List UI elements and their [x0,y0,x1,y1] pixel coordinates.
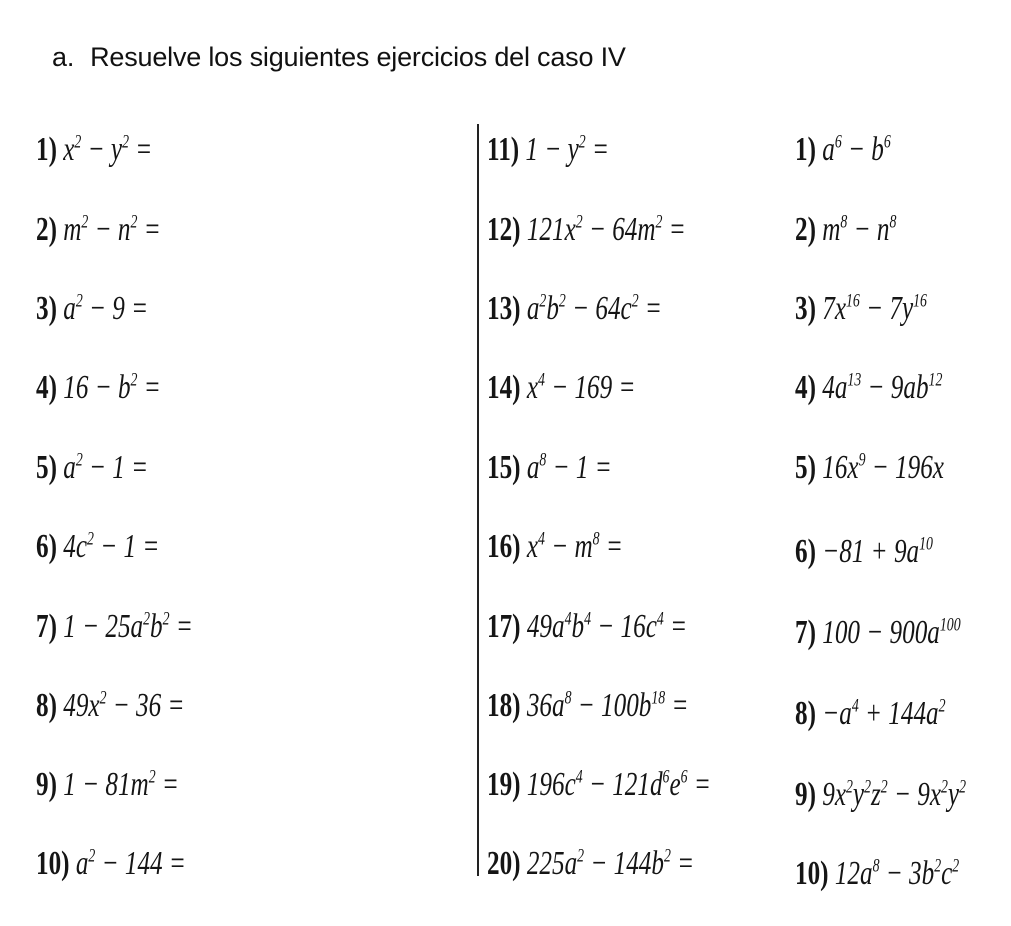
exercise-item [36,289,148,329]
exponent: 2 [87,528,94,550]
exponent: 4 [538,528,545,550]
exercise-number: 12) [487,211,521,248]
expression-term: = [137,369,161,406]
expression-term: − 9ab [861,369,929,406]
expression-term: = [670,845,695,882]
exponent: 2 [952,855,960,877]
expression-term: − y [81,131,123,168]
exercise-expression [527,766,711,803]
expression-term: −81 + 9a [822,533,920,570]
exponent: 2 [99,687,107,709]
expression-term: 49x [63,687,100,724]
expression-term: x [63,131,75,168]
expression-term: 16 − b [63,369,131,406]
expression-term: − 169 = [544,369,636,406]
exponent: 2 [88,845,96,867]
exercise-item [36,368,161,408]
exponent: 2 [880,776,888,798]
exercise-number: 16) [487,528,521,565]
exercise-number: 2) [795,211,816,248]
expression-term: 7x [822,290,847,327]
exponent: 8 [592,528,600,550]
exercise-expression [525,131,609,168]
exercise-expression [63,211,160,248]
expression-term: = [662,211,686,248]
exercise-number: 4) [795,369,816,406]
exercise-item [36,607,193,647]
exercise-item [487,607,687,647]
exercise-item [487,527,623,567]
exponent: 2 [162,608,170,630]
exponent: 13 [847,369,862,391]
expression-term: = [169,608,193,645]
exercise-expression [822,131,891,168]
exercise-number: 8) [36,687,57,724]
exercise-number: 11) [487,131,520,168]
heading-text: Resuelve los siguientes ejercicios del caso IV [90,42,626,72]
expression-term: 16x [822,449,859,486]
exercise-number: 2) [36,211,57,248]
expression-term: 49a [526,608,565,645]
exponent: 2 [75,449,83,471]
exercise-expression [63,528,159,565]
exponent: 8 [889,211,897,233]
exercise-expression [63,369,160,406]
exercise-number: 7) [36,608,57,645]
expression-term: = [155,766,179,803]
exercise-number: 9) [36,766,57,803]
exponent: 2 [959,776,967,798]
expression-term: − 196x [865,449,944,486]
expression-term: 196c [526,766,576,803]
exercise-item [795,289,927,329]
exercise-number: 19) [487,766,521,803]
expression-term: −a [822,695,852,732]
exercise-number: 18) [487,687,521,724]
exponent: 18 [651,687,666,709]
expression-term: b [546,290,559,327]
expression-term: y [947,776,960,813]
expression-term: − 100b [571,687,652,724]
exercise-item [487,130,609,170]
expression-term: b [150,608,163,645]
exercise-number: 10) [36,845,70,882]
exponent: 2 [938,695,946,717]
exponent: 4 [584,608,591,630]
expression-term: − n [847,211,890,248]
expression-term: − 144 = [95,845,186,882]
exercise-item [487,210,686,250]
exercise-expression [63,608,193,645]
exercise-item [795,448,944,488]
column-divider [477,124,479,876]
expression-term: 4a [822,369,848,406]
exercise-expression [63,131,152,168]
expression-term: x [526,369,539,406]
expression-term: = [663,608,688,645]
exercise-item [487,448,612,488]
expression-term: − 64c [565,290,632,327]
exercise-expression [527,687,689,724]
exponent: 6 [662,766,670,788]
expression-term: 121x [526,211,576,248]
exponent: 2 [575,211,583,233]
exponent: 6 [680,766,688,788]
exercise-number: 13) [487,290,521,327]
expression-term: − 9x [887,776,942,813]
exercise-item [36,210,161,250]
exercise-number: 20) [487,845,521,882]
expression-term: e [669,766,681,803]
exercise-expression [822,614,960,651]
exercise-expression [822,369,942,406]
expression-term: a [75,845,89,882]
exponent: 4 [851,695,859,717]
exponent: 2 [130,369,138,391]
exercise-expression [63,687,184,724]
expression-term: c [941,855,953,892]
exercise-expression [527,528,623,565]
exercise-expression [63,766,179,803]
expression-term: − 144b [584,845,664,882]
expression-term: − 121d [582,766,663,803]
exercise-expression [527,211,686,248]
expression-term: − 64m [582,211,656,248]
exercise-number: 4) [36,369,57,406]
exponent: 10 [919,533,933,555]
exercise-number: 1) [795,131,816,168]
heading-marker: a. [52,42,75,72]
exponent: 6 [834,131,842,153]
exponent: 8 [539,449,547,471]
exponent: 4 [575,766,583,788]
exponent: 2 [539,290,547,312]
exponent: 2 [846,776,853,798]
exponent: 100 [939,614,961,636]
exponent: 2 [631,290,639,312]
expression-term: 100 − 900a [822,614,940,651]
exercise-item [795,613,961,653]
exponent: 2 [81,211,89,233]
exponent: 2 [663,845,671,867]
expression-term: a [822,131,835,168]
exponent: 2 [75,290,83,312]
expression-term: = [128,131,153,168]
exponent: 8 [840,211,848,233]
exercise-item [795,368,942,408]
expression-term: a [526,449,540,486]
exercise-item [795,775,966,815]
exercise-expression [527,845,694,882]
exercise-expression [527,290,662,327]
exponent: 8 [564,687,572,709]
exercise-number: 7) [795,614,816,651]
expression-term: = [585,131,609,168]
exercise-item [487,368,635,408]
exponent: 2 [74,131,82,153]
expression-term: 36a [526,687,565,724]
exercise-expression [822,290,927,327]
expression-term: − 7y [859,290,914,327]
exponent: 2 [941,776,948,798]
expression-term: 1 − 81m [63,766,149,803]
exercise-expression [63,449,148,486]
exercise-item [487,686,688,726]
exercise-expression [822,695,945,732]
exponent: 2 [148,766,156,788]
exercise-expression [527,369,636,406]
expression-term: − 9 = [82,290,149,327]
expression-term: z [871,776,881,813]
expression-term: 9x [822,776,847,813]
exercise-number: 1) [36,131,57,168]
expression-term: − 36 = [106,687,185,724]
exercise-expression [822,211,896,248]
exponent: 4 [538,369,545,391]
expression-term: a [526,290,540,327]
exercise-item [795,854,959,894]
exercise-item [36,844,186,884]
exponent: 16 [846,290,860,312]
expression-term: a [63,290,76,327]
expression-term: − n [88,211,131,248]
exponent: 8 [872,855,880,877]
exercise-item [36,765,179,805]
exercise-expression [527,449,612,486]
exercise-number: 3) [795,290,816,327]
exercise-item [795,210,896,250]
exercise-number: 3) [36,290,57,327]
exercise-number: 9) [795,776,816,813]
exponent: 2 [558,290,566,312]
exercise-item [487,844,694,884]
expression-term: = [638,290,662,327]
exponent: 2 [864,776,872,798]
exercise-item [795,532,933,572]
exponent: 4 [656,608,664,630]
exponent: 6 [883,131,891,153]
exercise-expression [822,776,966,813]
expression-term: y [852,776,865,813]
exponent: 4 [564,608,572,630]
expression-term: 12a [834,855,873,892]
expression-term: 225a [526,845,578,882]
exponent: 2 [934,855,942,877]
expression-term: − 16c [590,608,657,645]
exercise-expression [76,845,186,882]
expression-term: 4c [63,528,88,565]
expression-term: = [665,687,689,724]
exponent: 2 [122,131,129,153]
exercise-number: 6) [795,533,816,570]
exercise-expression [822,533,933,570]
exercise-number: 15) [487,449,521,486]
exercise-number: 5) [36,449,57,486]
expression-term: x [526,528,539,565]
exponent: 2 [577,845,585,867]
exercise-number: 17) [487,608,521,645]
exercise-expression [527,608,687,645]
expression-term: + 144a [858,695,939,732]
expression-term: m [63,211,82,248]
exercise-number: 14) [487,369,521,406]
expression-term: − b [841,131,884,168]
expression-term: a [63,449,76,486]
expression-term: − 3b [879,855,935,892]
exponent: 16 [913,290,927,312]
expression-term: = [137,211,161,248]
expression-term: − 1 = [82,449,149,486]
exercise-item [36,448,148,488]
expression-term: − 1 = [546,449,612,486]
exponent: 2 [130,211,138,233]
exercise-item [36,130,152,170]
exercise-expression [63,290,148,327]
expression-term: 1 − 25a [63,608,144,645]
expression-term: − 1 = [93,528,160,565]
exponent: 9 [858,449,866,471]
exercise-item [795,694,946,734]
exercise-expression [835,855,959,892]
exercise-item [36,527,159,567]
exercise-item [795,130,891,170]
exercise-heading [52,42,626,73]
exercise-number: 5) [795,449,816,486]
exercise-number: 6) [36,528,57,565]
expression-term: m [822,211,841,248]
exponent: 2 [655,211,663,233]
exponent: 2 [578,131,586,153]
expression-term: − m [544,528,593,565]
exponent: 12 [928,369,943,391]
expression-term: b [571,608,585,645]
exercise-expression [822,449,944,486]
exercise-item [36,686,184,726]
exercise-item [487,765,711,805]
expression-term: = [687,766,711,803]
expression-term: = [599,528,623,565]
expression-term: 1 − y [525,131,579,168]
exercise-item [487,289,662,329]
exercise-number: 10) [795,855,829,892]
exponent: 2 [143,608,151,630]
exercise-number: 8) [795,695,816,732]
